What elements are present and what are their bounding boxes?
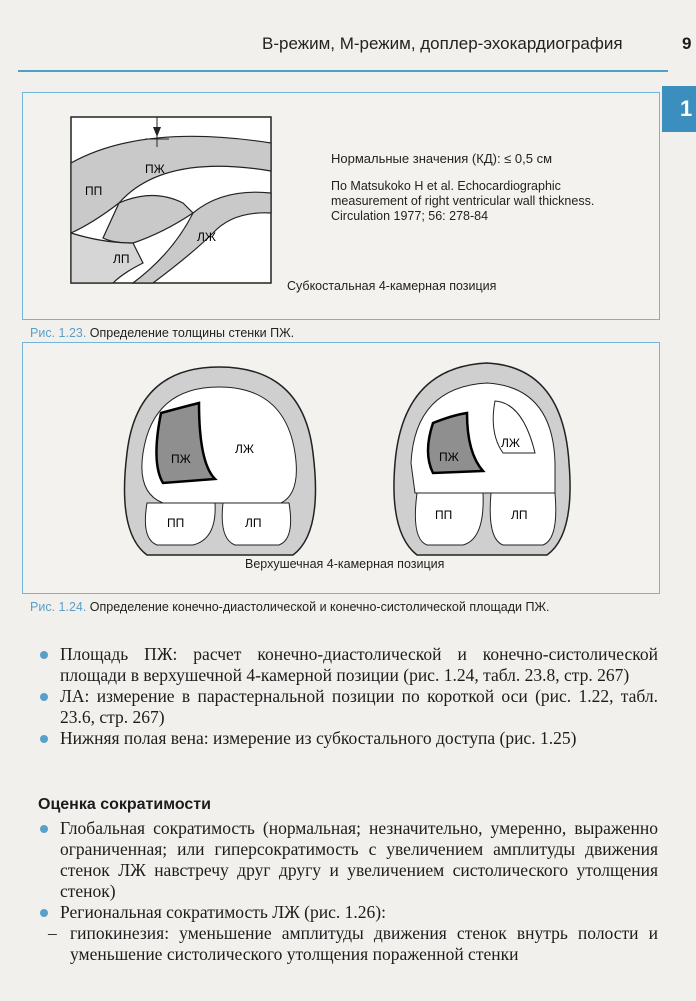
figure-1-24 (22, 342, 660, 594)
section-heading: Оценка сократимости (38, 796, 211, 813)
sub-item-text: гипокинезия: уменьшение амплитуды движения стенок внутрь полости и уменьшение систолического утолщения пораженной стенки (70, 923, 658, 964)
header-rule (18, 70, 668, 72)
caption-text: Определение толщины стенки ПЖ. (86, 326, 295, 340)
fig1-label-lzh: ЛЖ (197, 230, 216, 244)
page-number: 9 (682, 34, 692, 53)
literature-reference: По Matsukoko H et al. Echocardiographic measurement of right ventricular wall thickness. Circulation 1977; 56: 278-84 (331, 179, 595, 223)
chapter-tab: 1 (662, 86, 696, 132)
figure-1-23-subcaption: Субкостальная 4-камерная позиция (287, 279, 497, 293)
fig1-label-pp: ПП (85, 184, 103, 198)
sub-list-item (38, 923, 658, 965)
running-header-title: В-режим, М-режим, доплер-эхокардиография (262, 34, 623, 53)
list-item: ЛА: измерение в парастернальной позиции по короткой оси (рис. 1.22, табл. 23.6, стр. 267) (38, 686, 658, 728)
fig2a-label-pp: ПП (167, 516, 185, 530)
fig2b-label-pp: ПП (435, 508, 453, 522)
apical-diagrams (23, 343, 659, 593)
fig2b-label-lzh: ЛЖ (501, 436, 520, 450)
list-item: Площадь ПЖ: расчет конечно-диастолической и конечно-систолической площади в верхушечной 4-камерной позиции (рис. 1.24, табл. 23.8, стр. 267) (38, 644, 658, 686)
list-item: Нижняя полая вена: измерение из субкостального доступа (рис. 1.25) (38, 728, 658, 749)
figure-1-24-subcaption: Верхушечная 4-камерная позиция (245, 557, 445, 571)
fig2a-label-lzh: ЛЖ (235, 442, 254, 456)
fig2a-label-pzh: ПЖ (171, 452, 191, 466)
systole-heart (394, 363, 570, 555)
fig1-label-lp: ЛП (113, 252, 130, 266)
caption-number: Рис. 1.23. (30, 326, 87, 340)
figure-1-23-caption (30, 326, 294, 340)
fig2b-label-lp: ЛП (511, 508, 528, 522)
list-item: Региональная сократимость ЛЖ (рис. 1.26): (38, 902, 658, 923)
contractility-list (38, 818, 658, 965)
fig1-label-pzh: ПЖ (145, 162, 165, 176)
caption-number: Рис. 1.24. (30, 600, 87, 614)
normal-values-note: Нормальные значения (КД): ≤ 0,5 см (331, 151, 553, 166)
fig2a-label-lp: ЛП (245, 516, 262, 530)
diastole-heart (125, 367, 316, 555)
fig2b-label-pzh: ПЖ (439, 450, 459, 464)
caption-text: Определение конечно-диастолической и конечно-систолической площади ПЖ. (86, 600, 550, 614)
figure-1-24-caption (30, 600, 549, 614)
measurement-list (38, 644, 658, 749)
dash-marker: – (48, 923, 57, 943)
list-item: Глобальная сократимость (нормальная; незначительно, умеренно, выраженно ограниченная; или гиперсократимость с увеличением амплитуды движения стенок ЛЖ навстречу друг другу и увеличением систолического утолщения стенок) (38, 818, 658, 902)
figure-1-23 (22, 92, 660, 320)
